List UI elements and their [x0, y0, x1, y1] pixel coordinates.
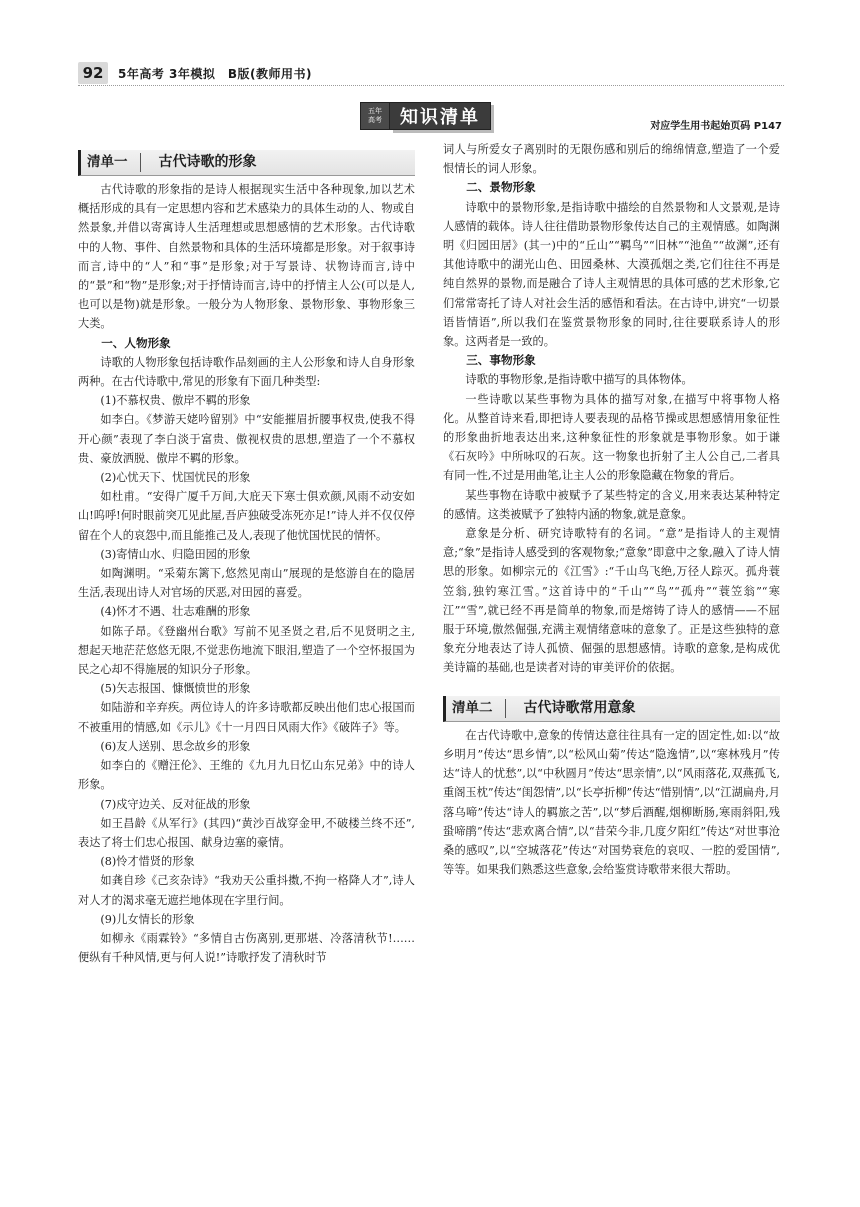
type-heading: (9)儿女情长的形象	[100, 912, 195, 926]
type-heading: (7)戍守边关、反对征战的形象	[100, 797, 251, 811]
section-title: 古代诗歌的形象	[158, 153, 257, 170]
section-title: 古代诗歌常用意象	[523, 699, 636, 716]
type-item	[78, 679, 415, 737]
type-body: 如王昌龄《从军行》(其四)“黄沙百战穿金甲,不破楼兰终不还”,表达了将士们忠心报国、献身边塞的豪情。	[78, 816, 415, 849]
banner-tag	[360, 102, 390, 130]
page-header	[78, 60, 778, 86]
type-heading: (1)不慕权贵、傲岸不羁的形象	[100, 394, 251, 408]
subheading-object: 三、事物形象	[466, 353, 536, 368]
type-heading: (5)矢志报国、慷慨愤世的形象	[100, 682, 251, 696]
subheading-scenery: 二、景物形象	[466, 180, 536, 195]
type-body: 如柳永《雨霖铃》“多情自古伤离别,更那堪、冷落清秋节!……便纵有千种风情,更与何人说!”诗歌抒发了清秋时节	[78, 931, 415, 965]
type-item	[78, 468, 415, 545]
page-number: 92	[78, 62, 108, 84]
banner-tag-line1: 五年	[368, 107, 382, 115]
type-body: 如陈子昂。《登幽州台歌》写前不见圣贤之君,后不见贤明之主,想起天地茫茫悠悠无限,不觉悲伤地流下眼泪,塑造了一个空怀报国为民之心却不得施展的知识分子形象。	[78, 624, 415, 677]
section-label: 清单一	[81, 153, 141, 172]
type-item	[78, 910, 415, 968]
type-body: 如陆游和辛弃疾。两位诗人的许多诗歌都反映出他们忠心报国而不被重用的情感,如《示儿》《十一月四日风雨大作》《破阵子》等。	[78, 701, 415, 734]
student-book-page-ref: 对应学生用书起始页码 P147	[650, 121, 782, 132]
type-item	[78, 391, 415, 468]
paragraph: 某些事物在诗歌中被赋予了某些特定的含义,用来表达某种特定的感情。这类被赋予了独特内涵的物象,就是意象。	[443, 488, 780, 521]
type-heading: (3)寄情山水、归隐田园的形象	[100, 547, 251, 561]
continued-paragraph: 词人与所爱女子离别时的无限伤感和别后的绵绵情意,塑造了一个爱恨情长的词人形象。	[443, 143, 780, 176]
book-series-title: 5年高考 3年模拟 B版(教师用书)	[118, 66, 312, 81]
type-heading: (8)怜才惜贤的形象	[100, 855, 195, 869]
left-column	[78, 150, 415, 967]
type-heading: (6)友人送别、思念故乡的形象	[100, 739, 251, 753]
paragraph: 在古代诗歌中,意象的传情达意往往具有一定的固定性,如:以“故乡明月”传达“思乡情”,以“松风山菊”传达“隐逸情”,以“寒林残月”传达“诗人的忧愁”,以“中秋圆月”传达“思亲情”,以“风雨落花,双燕孤飞,重阁玉枕”传达“闺怨情”,以“长亭折柳”传达“惜别情”,以“江湖扁舟,月落乌啼”传达“诗人的羁旅之苦”,以“梦后酒醒,烟柳断肠,寒雨斜阳,残蛩啼鹃”传达“悲欢离合情”,以“昔荣今非,几度夕阳红”传达“对世事沧桑的感叹”,以“空城落花”传达“对国势衰危的哀叹、一腔的爱国情”,等等。如果我们熟悉这些意象,会给鉴赏诗歌带来很大帮助。	[443, 728, 780, 877]
banner-tag-line2: 高考	[368, 116, 382, 124]
type-item	[78, 602, 415, 679]
paragraph: 诗歌中的景物形象,是指诗歌中描绘的自然景物和人文景观,是诗人感情的载体。诗人往往借助景物形象传达自己的主观情感。如陶渊明《归园田居》(其一)中的“丘山”“羁鸟”“旧林”“池鱼”“故渊”,还有其他诗歌中的湖光山色、田园桑林、大漠孤烟之类,它们往往不再是纯自然界的景物,而是融合了诗人主观情思的具体可感的艺术形象,它们常常寄托了诗人对社会生活的感悟和看法。在古诗中,讲究“一切景语皆情语”,所以我们在鉴赏景物形象的同时,往往要联系诗人的形象。这两者是一致的。	[443, 200, 780, 349]
paragraph: 意象是分析、研究诗歌特有的名词。“意”是指诗人的主观情意;“象”是指诗人感受到的客观物象;“意象”即意中之象,融入了诗人情思的形象。如柳宗元的《江雪》:“千山鸟飞绝,万径人踪灭。孤舟蓑笠翁,独钓寒江雪。”这首诗中的“千山”“鸟”“孤舟”“蓑笠翁”“寒江”“雪”,就已经不再是简单的物象,而是熔铸了诗人的感情——不屈服于环境,傲然倔强,充满主观情绪意味的意象了。正是这些独特的意象充分地表达了诗人孤愤、倔强的思想感情。诗歌的意象,是构成优美诗篇的基础,也是读者对诗的审美评价的依据。	[443, 527, 780, 675]
type-item	[78, 852, 415, 910]
type-item	[78, 545, 415, 603]
right-column	[443, 140, 780, 879]
type-body: 如龚自珍《己亥杂诗》“我劝天公重抖擞,不拘一格降人才”,诗人对人才的渴求毫无遮拦地体现在字里行间。	[78, 874, 415, 907]
section-label: 清单二	[446, 699, 506, 718]
type-item	[78, 737, 415, 795]
section-header-2	[443, 696, 780, 722]
section-header-1	[78, 150, 415, 176]
paragraph: 诗歌的人物形象包括诗歌作品刻画的主人公形象和诗人自身形象两种。在古代诗歌中,常见的形象有下面几种类型:	[78, 355, 415, 389]
type-body: 如李白。《梦游天姥吟留别》中“安能摧眉折腰事权贵,使我不得开心颜”表现了李白淡于富贵、傲视权贵的思想,塑造了一个不慕权贵、豪放洒脱、傲岸不羁的形象。	[78, 413, 415, 465]
type-item	[78, 795, 415, 853]
paragraph: 一些诗歌以某些事物为具体的描写对象,在描写中将事物人格化。从整首诗来看,即把诗人要表现的品格节操或思想感情用象征性的形象曲折地表达出来,这种象征性的形象就是事物形象。如于谦《石灰吟》中所咏叹的石灰。这一物象也折射了主人公自己,二者具有同一性,不过是用曲笔,让主人公的形象隐藏在物象的背后。	[443, 392, 780, 483]
banner-title: 知识清单	[390, 102, 491, 130]
subheading-person: 一、人物形象	[101, 335, 171, 350]
type-body: 如杜甫。“安得广厦千万间,大庇天下寒士俱欢颜,风雨不动安如山!呜呼!何时眼前突兀见此屋,吾庐独破受冻死亦足!”诗人并不仅仅停留在个人的哀怨中,而且能推己及人,表现了他忧国忧民的情怀。	[78, 490, 415, 542]
header-divider	[78, 85, 784, 86]
type-heading: (4)怀才不遇、壮志难酬的形象	[100, 605, 251, 619]
type-heading: (2)心忧天下、忧国忧民的形象	[100, 471, 251, 485]
paragraph: 诗歌的事物形象,是指诗歌中描写的具体物体。	[465, 373, 693, 387]
type-body: 如李白的《赠汪伦》、王维的《九月九日忆山东兄弟》中的诗人形象。	[78, 759, 415, 792]
knowledge-list-banner	[360, 102, 491, 130]
type-body: 如陶渊明。“采菊东篱下,悠然见南山”展现的是悠游自在的隐居生活,表现出诗人对官场的厌恶,对田园的喜爱。	[78, 567, 415, 600]
intro-paragraph: 古代诗歌的形象指的是诗人根据现实生活中各种现象,加以艺术概括形成的具有一定思想内容和艺术感染力的具体生动的人、物或自然景象,并借以寄寓诗人生活理想或思想感情的艺术形象。古代诗歌中的人物、事件、自然景物和具体的生活环境都是形象。对于叙事诗而言,诗中的“人”和“事”是形象;对于写景诗、状物诗而言,诗中的“景”和“物”是形象;对于抒情诗而言,诗中的抒情主人公(可以是人,也可以是物)就是形象。一般分为人物形象、景物形象、事物形象三大类。	[78, 183, 415, 331]
